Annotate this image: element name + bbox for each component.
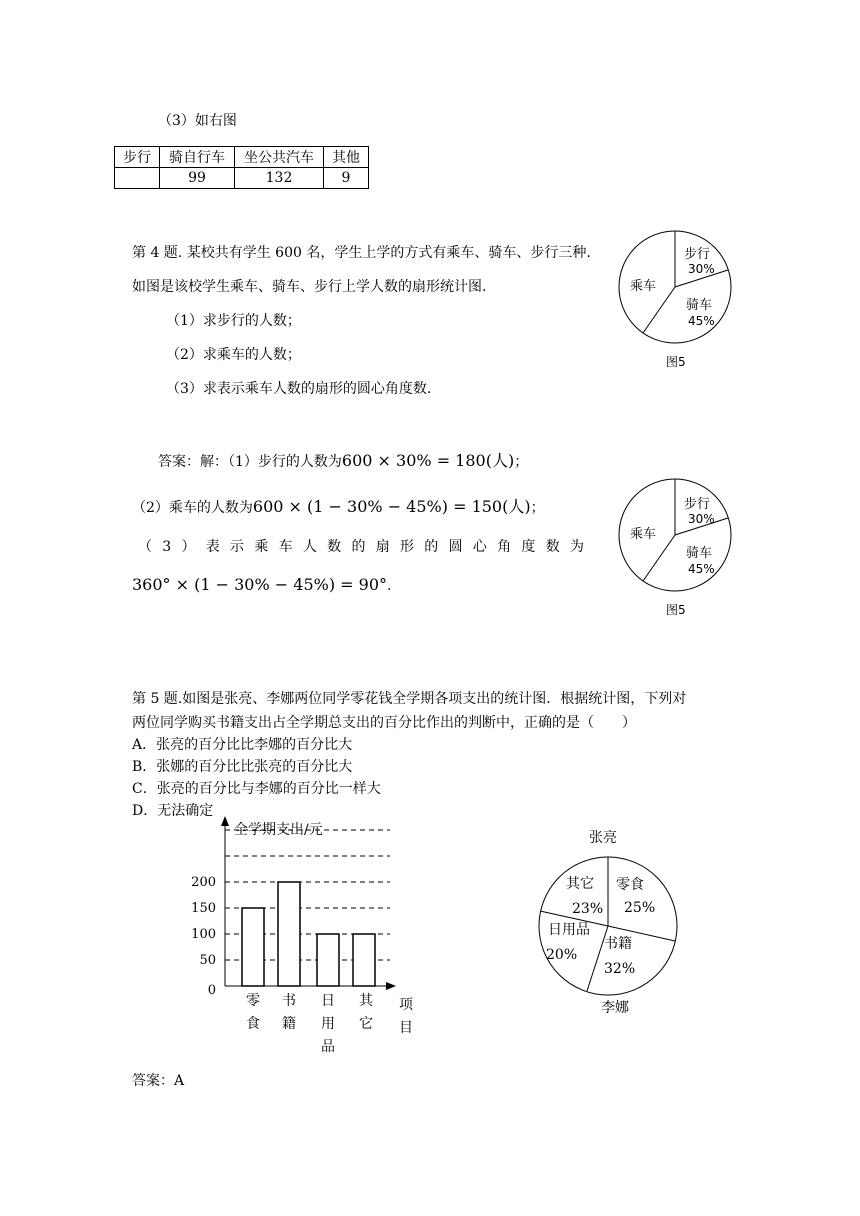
a4-line1 <box>158 452 528 471</box>
q5-option-d: D．无法确定 <box>132 803 214 819</box>
pie-slice-percent-daily: 20% <box>546 947 578 963</box>
a4-expr3: 360° × (1 − 30% − 45%) = 90° <box>132 575 387 594</box>
pie-slice-label-walk: 步行 <box>684 497 711 512</box>
x-tick-label: 籍 <box>282 1016 296 1032</box>
pie-bottom-label: 李娜 <box>601 1000 629 1016</box>
pie-slice-percent-snacks: 25% <box>624 900 656 916</box>
a4-char: 心 <box>472 539 487 555</box>
table-cell: 9 <box>324 168 369 189</box>
a4-char: 形 <box>400 539 415 555</box>
q5-option-a: A．张亮的百分比比李娜的百分比大 <box>132 737 353 753</box>
transport-table <box>114 146 369 189</box>
bar <box>278 882 300 986</box>
a4-char: 车 <box>278 539 293 555</box>
table-header-cell: 坐公共汽车 <box>235 147 324 168</box>
y-tick-label: 150 <box>191 901 216 916</box>
a4-char: ） <box>181 539 196 555</box>
q4-sub2: （2）求乘车的人数； <box>166 347 301 363</box>
a4-char: 数 <box>545 539 560 555</box>
pie-chart-fig5-answer <box>616 476 736 622</box>
x-axis-arrow <box>386 982 396 990</box>
table-cell <box>115 168 160 189</box>
a4-end1: ； <box>514 454 529 470</box>
y-tick-label: 200 <box>191 875 216 890</box>
table-header-row <box>115 147 369 168</box>
bar <box>353 934 375 986</box>
q5-option-c: C．张亮的百分比与李娜的百分比一样大 <box>132 781 381 797</box>
a4-expr1: 600 × 30% = 180(人) <box>341 451 515 470</box>
a4-char: 示 <box>230 539 245 555</box>
a4-line2 <box>132 498 545 517</box>
pie-top-label: 张亮 <box>589 830 617 846</box>
table-cell: 132 <box>235 168 324 189</box>
x-tick-label: 其 <box>359 993 373 1009</box>
pie-chart-spending <box>530 820 690 1020</box>
q5-option-b: B．张娜的百分比比张亮的百分比大 <box>132 759 353 775</box>
a4-char: 乘 <box>254 539 269 555</box>
q3-label: （3）如右图 <box>158 113 237 129</box>
a4-char: （ <box>138 539 152 555</box>
pie-slice-label-books: 书籍 <box>604 936 632 952</box>
y-tick-label: 50 <box>199 953 216 968</box>
pie-slice-percent-other: 23% <box>572 901 604 917</box>
table-header-cell: 骑自行车 <box>160 147 235 168</box>
y-tick-label: 100 <box>191 927 216 942</box>
pie-slice-label-other: 其它 <box>566 876 594 892</box>
pie-chart-fig5-question <box>616 228 736 374</box>
pie-slice-percent-bike: 45% <box>688 314 715 328</box>
bar-chart <box>180 810 440 1060</box>
pie-slice-label-bike: 骑车 <box>686 298 713 313</box>
pie-slice-label-snacks: 零食 <box>616 877 644 893</box>
q4-sub1: （1）求步行的人数； <box>166 313 301 329</box>
a4-end3: . <box>387 578 392 594</box>
a4-char: 扇 <box>375 539 390 555</box>
pie-slice-percent-bike: 45% <box>688 562 715 576</box>
x-tick-label: 零 <box>246 993 260 1009</box>
pie-slice-label-walk: 步行 <box>684 247 711 262</box>
table-header-cell: 其他 <box>324 147 369 168</box>
a4-char: 人 <box>302 539 317 555</box>
a4-char: 的 <box>351 539 366 555</box>
a4-line3 <box>138 538 584 556</box>
a4-char: 3 <box>162 539 172 555</box>
y-axis-arrow <box>221 816 229 826</box>
pie-slice-label-daily: 日用品 <box>548 922 590 938</box>
x-tick-label: 食 <box>246 1016 260 1032</box>
a4-prefix: 答案：解：（1）步行的人数为 <box>158 454 342 470</box>
pie-slice-label-bus: 乘车 <box>630 279 657 294</box>
bar <box>317 934 339 986</box>
a4-char: 角 <box>497 539 512 555</box>
a4-end2: ； <box>530 500 545 516</box>
x-tick-label: 书 <box>282 993 296 1009</box>
a5-answer: 答案：A <box>132 1073 185 1089</box>
a4-line2-prefix: （2）乘车的人数为 <box>132 500 253 516</box>
table-cell: 99 <box>160 168 235 189</box>
a4-line4 <box>132 576 391 595</box>
q5-line2: 两位同学购买书籍支出占全学期总支出的百分比作出的判断中，正确的是（ ） <box>132 715 636 731</box>
a4-char: 的 <box>424 539 439 555</box>
pie-slice-percent-books: 32% <box>604 961 636 977</box>
bar <box>242 908 264 986</box>
pie-caption: 图5 <box>666 603 686 617</box>
table-header-cell: 步行 <box>115 147 160 168</box>
pie-caption: 图5 <box>666 355 686 369</box>
a4-char: 度 <box>521 539 536 555</box>
table-row <box>115 168 369 189</box>
y-axis-label: 全学期支出/元 <box>234 822 323 838</box>
q4-line1: 第 4 题. 某校共有学生 600 名，学生上学的方式有乘车、骑车、步行三种. <box>132 245 591 261</box>
pie-slice-percent-walk: 30% <box>688 262 715 276</box>
x-axis-label: 项 <box>399 997 413 1013</box>
a4-char: 圆 <box>448 539 463 555</box>
q5-line1: 第 5 题.如图是张亮、李娜两位同学零花钱全学期各项支出的统计图．根据统计图，下列对 <box>132 691 687 707</box>
x-axis-label: 目 <box>399 1020 413 1036</box>
x-tick-label: 日 <box>321 993 335 1009</box>
x-tick-label: 用 <box>321 1016 335 1032</box>
q4-line2: 如图是该校学生乘车、骑车、步行上学人数的扇形统计图. <box>132 279 487 295</box>
q4-sub3: （3）求表示乘车人数的扇形的圆心角度数. <box>166 381 432 397</box>
y-tick-label: 0 <box>207 983 216 998</box>
pie-slice-label-bus: 乘车 <box>630 527 657 542</box>
x-tick-label: 品 <box>321 1039 335 1055</box>
a4-char: 数 <box>327 539 342 555</box>
pie-slice-percent-walk: 30% <box>688 512 715 526</box>
a4-expr2: 600 × (1 − 30% − 45%) = 150(人) <box>252 497 531 516</box>
pie-slice-label-bike: 骑车 <box>686 546 713 561</box>
a4-char: 表 <box>205 539 220 555</box>
x-tick-label: 它 <box>359 1016 373 1032</box>
a4-char: 为 <box>569 539 584 555</box>
